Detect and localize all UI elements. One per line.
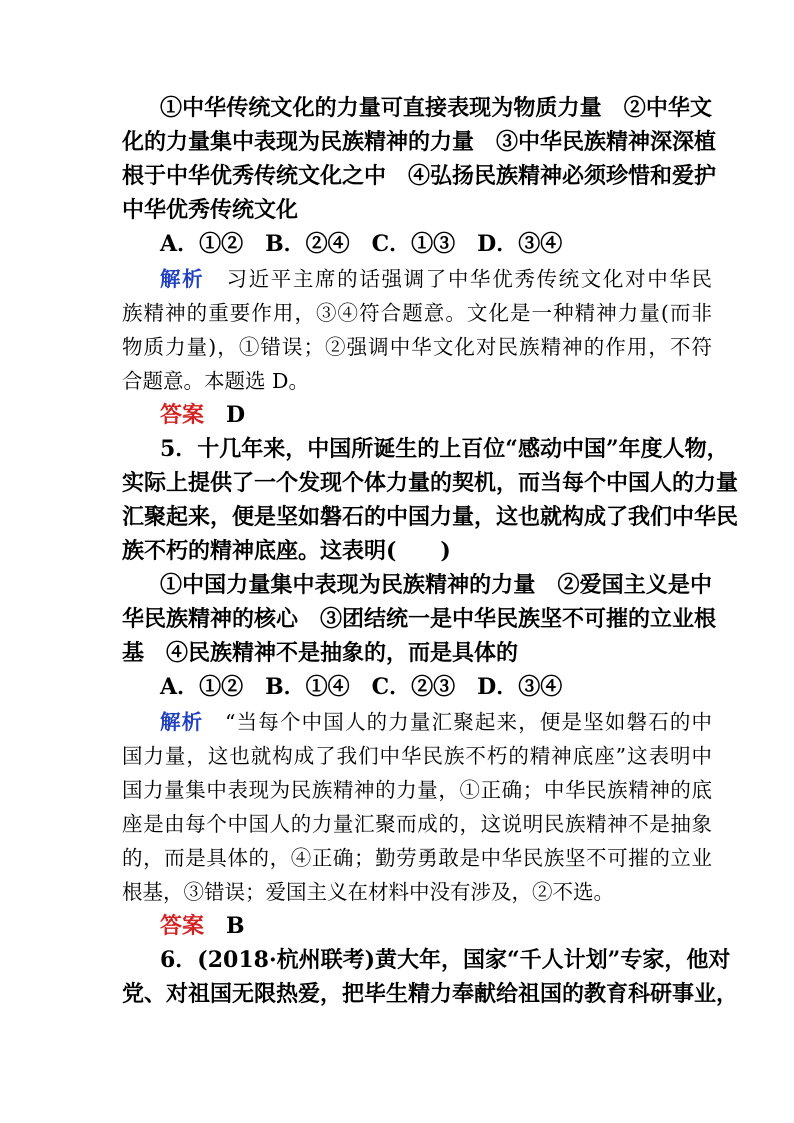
q4-options-line-3: 根于中华优秀传统文化之中 ④弘扬民族精神必须珍惜和爱护 [122,163,717,189]
answer-value: B [226,913,245,939]
q4-options-line-4: 中华优秀传统文化 [122,197,299,223]
q5-stem-line-3: 汇聚起来，便是坚如磐石的中国力量，这也就构成了我们中华民 [122,504,739,530]
q5-options-line-2: 华民族精神的核心 ③团结统一是中华民族坚不可摧的立业根 [122,606,717,632]
q4-options-line-1: ①中华传统文化的力量可直接表现为物质力量 ②中华文 [160,95,712,121]
answer-label: 答案 [160,402,205,428]
q5-options-line-1: ①中国力量集中表现为民族精神的力量 ②爱国主义是中 [160,572,712,598]
q4-answer [0,398,794,432]
q5-analysis-line-1: 解析 “当每个中国人的力量汇聚起来，便是坚如磐石的中 [160,710,713,734]
q4-choices: A．①② B．②④ C．①③ D．③④ [160,231,563,257]
q5-stem-line-1: 5．十几年来，中国所诞生的上百位“感动中国”年度人物， [160,436,729,462]
q4-analysis-line-2: 族精神的重要作用，③④符合题意。文化是一种精神力量(而非 [122,301,712,325]
q5-options-line-3: 基 ④民族精神不是抽象的，而是具体的 [122,640,519,666]
q5-analysis-line-6: 根基，③错误；爱国主义在材料中没有涉及，②不选。 [122,880,614,904]
q4-analysis-line-1: 解析 习近平主席的话强调了中华优秀传统文化对中华民 [160,267,713,291]
q5-analysis-line-5: 的，而是具体的，④正确；勤劳勇敢是中华民族坚不可摧的立业 [122,846,712,870]
q6-stem-line-1: 6．(2018·杭州联考)黄大年，国家“千人计划”专家，他对 [160,947,731,973]
q4-analysis-line-3: 物质力量)，①错误；②强调中华文化对民族精神的作用，不符 [122,335,712,359]
q4-analysis-line-4: 合题意。本题选 D。 [122,369,309,393]
q5-analysis-line-4: 座是由每个中国人的力量汇聚而成的，这说明民族精神不是抽象 [122,812,712,836]
q5-stem-line-2: 实际上提供了一个发现个体力量的契机，而当每个中国人的力量 [122,470,739,496]
q5-analysis-line-2: 国力量，这也就构成了我们中华民族不朽的精神底座”这表明中 [122,744,712,768]
answer-value: D [226,402,246,428]
q6-stem-line-2: 党、对祖国无限热爱，把毕生精力奉献给祖国的教育科研事业， [122,981,739,1007]
analysis-label: 解析 [160,710,204,734]
analysis-label: 解析 [160,267,205,291]
q5-stem-line-4: 族不朽的精神底座。这表明( ) [122,538,451,564]
q5-analysis-line-3: 国力量集中表现为民族精神的力量，①正确；中华民族精神的底 [122,778,712,802]
q5-answer [0,909,794,943]
answer-label: 答案 [160,913,205,939]
q4-options-line-2: 化的力量集中表现为民族精神的力量 ③中华民族精神深深植 [122,129,717,155]
q5-choices: A．①② B．①④ C．②③ D．③④ [160,674,563,700]
